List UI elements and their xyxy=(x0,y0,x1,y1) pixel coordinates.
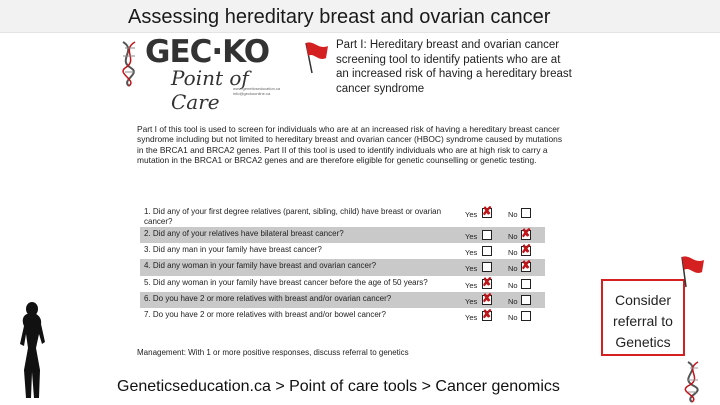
no-checkbox[interactable] xyxy=(521,242,532,257)
no-label: No xyxy=(508,296,518,306)
referral-line-2: referral to xyxy=(613,313,673,329)
question-text: 6. Do you have 2 or more relatives with breast and/or ovarian cancer? xyxy=(144,293,392,303)
yes-checkbox[interactable] xyxy=(482,230,492,240)
question-row xyxy=(140,205,545,227)
referral-line-3: Genetics xyxy=(615,334,671,350)
yes-checkbox[interactable] xyxy=(482,204,493,218)
no-label: No xyxy=(508,312,518,322)
no-checkbox[interactable] xyxy=(521,208,531,218)
question-row xyxy=(140,276,545,292)
management-note: Management: With 1 or more positive responses, discuss referral to genetics xyxy=(137,348,409,357)
check-x-icon: ✘ xyxy=(521,242,532,257)
no-checkbox[interactable] xyxy=(521,226,532,240)
yes-label: Yes xyxy=(465,296,478,306)
question-text: 3. Did any man in your family have breast cancer? xyxy=(144,245,322,255)
referral-box xyxy=(601,279,685,356)
question-text: 7. Do you have 2 or more relatives with breast and/or bowel cancer? xyxy=(144,309,386,319)
check-x-icon: ✘ xyxy=(482,290,493,305)
yes-label: Yes xyxy=(465,264,478,274)
red-flag-icon xyxy=(676,254,706,288)
question-row xyxy=(140,308,545,324)
yes-checkbox[interactable] xyxy=(482,246,492,256)
no-checkbox[interactable] xyxy=(521,311,531,321)
yes-label: Yes xyxy=(465,210,478,219)
referral-line-1: Consider xyxy=(614,292,672,308)
no-label: No xyxy=(508,264,518,274)
question-text: 1. Did any of your first degree relatives (parent, sibling, child) have breast or ovarian cancer? xyxy=(144,207,442,226)
logo-small-text: www.geneticseducation.ca info@geckoonline.ca xyxy=(233,86,281,96)
red-flag-icon xyxy=(300,40,330,74)
yes-label: Yes xyxy=(465,312,478,322)
logo-subtitle: Point of Care xyxy=(171,66,249,114)
no-label: No xyxy=(508,280,518,290)
yes-checkbox[interactable] xyxy=(482,274,493,289)
part-one-title: Part I: Hereditary breast and ovarian cancer screening tool to identify patients who are at an increased risk of having a hereditary breast cancer syndrome xyxy=(336,39,572,95)
no-label: No xyxy=(508,248,518,258)
title-bar xyxy=(0,0,720,33)
question-row xyxy=(140,243,545,259)
question-text: 2. Did any of your relatives have bilateral breast cancer? xyxy=(144,229,344,238)
logo-wordmark: GEC·KO xyxy=(145,34,270,70)
check-x-icon: ✘ xyxy=(482,274,493,289)
dna-helix-icon xyxy=(668,360,718,404)
no-checkbox[interactable] xyxy=(521,279,531,289)
check-x-icon: ✘ xyxy=(482,204,493,218)
dna-ribbon-icon xyxy=(115,38,145,88)
question-row xyxy=(140,292,545,308)
yes-checkbox[interactable] xyxy=(482,306,493,321)
footer-breadcrumb: Geneticseducation.ca > Point of care tools > Cancer genomics xyxy=(117,378,560,395)
no-label: No xyxy=(508,210,518,219)
gecko-logo xyxy=(115,34,295,114)
slide-title: Assessing hereditary breast and ovarian cancer xyxy=(128,6,551,28)
intro-paragraph: Part I of this tool is used to screen for individuals who are at an increased risk of having a hereditary breast cancer syndrome including but not limited to hereditary breast and ovarian cancer (HBOC) syndrome caused by mutations in the BRCA1 and BRCA2 genes. Part II of this tool is used to identify individuals who are at high risk to carry a mutation in the BRCA1 or BRCA2 genes and are therefore eligible for genetic counselling or genetic testing. xyxy=(137,124,563,166)
check-x-icon: ✘ xyxy=(482,306,493,321)
question-row xyxy=(140,227,545,243)
no-checkbox[interactable] xyxy=(521,295,531,305)
check-x-icon: ✘ xyxy=(521,226,532,240)
woman-silhouette-icon xyxy=(8,300,52,400)
question-row xyxy=(140,259,545,275)
question-text: 5. Did any woman in your family have breast cancer before the age of 50 years? xyxy=(144,277,428,287)
yes-label: Yes xyxy=(465,232,478,241)
no-label: No xyxy=(508,232,518,241)
yes-label: Yes xyxy=(465,280,478,290)
yes-label: Yes xyxy=(465,248,478,258)
screening-questionnaire xyxy=(140,205,545,324)
yes-checkbox[interactable] xyxy=(482,290,493,305)
yes-checkbox[interactable] xyxy=(482,262,492,272)
question-text: 4. Did any woman in your family have breast and ovarian cancer? xyxy=(144,261,377,271)
no-checkbox[interactable] xyxy=(521,258,532,273)
check-x-icon: ✘ xyxy=(521,258,532,273)
